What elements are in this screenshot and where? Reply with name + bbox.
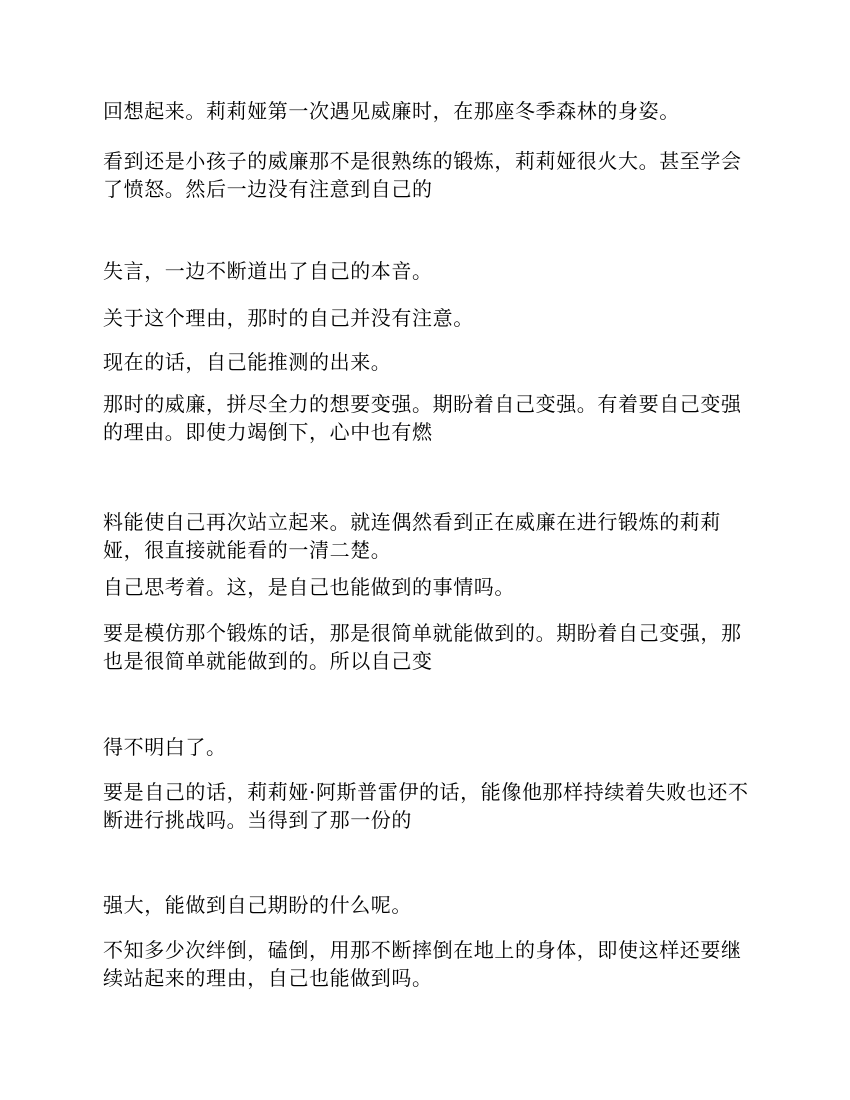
paragraph-11: 要是自己的话，莉莉娅·阿斯普雷伊的话，能像他那样持续着失败也还不断进行挑战吗。当得到了那一份的 bbox=[103, 780, 749, 832]
paragraph-9: 要是模仿那个锻炼的话，那是很简单就能做到的。期盼着自己变强，那也是很简单就能做到的。所以自己变 bbox=[103, 621, 742, 673]
paragraph-1: 回想起来。莉莉娅第一次遇见威廉时，在那座冬季森林的身姿。 bbox=[103, 99, 680, 123]
paragraph-8: 自己思考着。这，是自己也能做到的事情吗。 bbox=[103, 575, 515, 599]
paragraph-12: 强大，能做到自己期盼的什么呢。 bbox=[103, 893, 412, 917]
paragraph-4: 关于这个理由，那时的自己并没有注意。 bbox=[103, 306, 474, 330]
paragraph-5: 现在的话，自己能推测的出来。 bbox=[103, 350, 392, 374]
paragraph-10: 得不明白了。 bbox=[103, 735, 227, 759]
paragraph-13: 不知多少次绊倒，磕倒，用那不断摔倒在地上的身体，即使这样还要继续站起来的理由，自己也能做到吗。 bbox=[103, 938, 742, 990]
paragraph-7: 料能使自己再次站立起来。就连偶然看到正在威廉在进行锻炼的莉莉娅，很直接就能看的一清二楚。 bbox=[103, 510, 721, 562]
paragraph-6: 那时的威廉，拼尽全力的想要变强。期盼着自己变强。有着要自己变强的理由。即使力竭倒下，心中也有燃 bbox=[103, 392, 742, 444]
paragraph-3: 失言，一边不断道出了自己的本音。 bbox=[103, 259, 433, 283]
paragraph-2: 看到还是小孩子的威廉那不是很熟练的锻炼，莉莉娅很火大。甚至学会了愤怒。然后一边没有注意到自己的 bbox=[103, 149, 742, 201]
